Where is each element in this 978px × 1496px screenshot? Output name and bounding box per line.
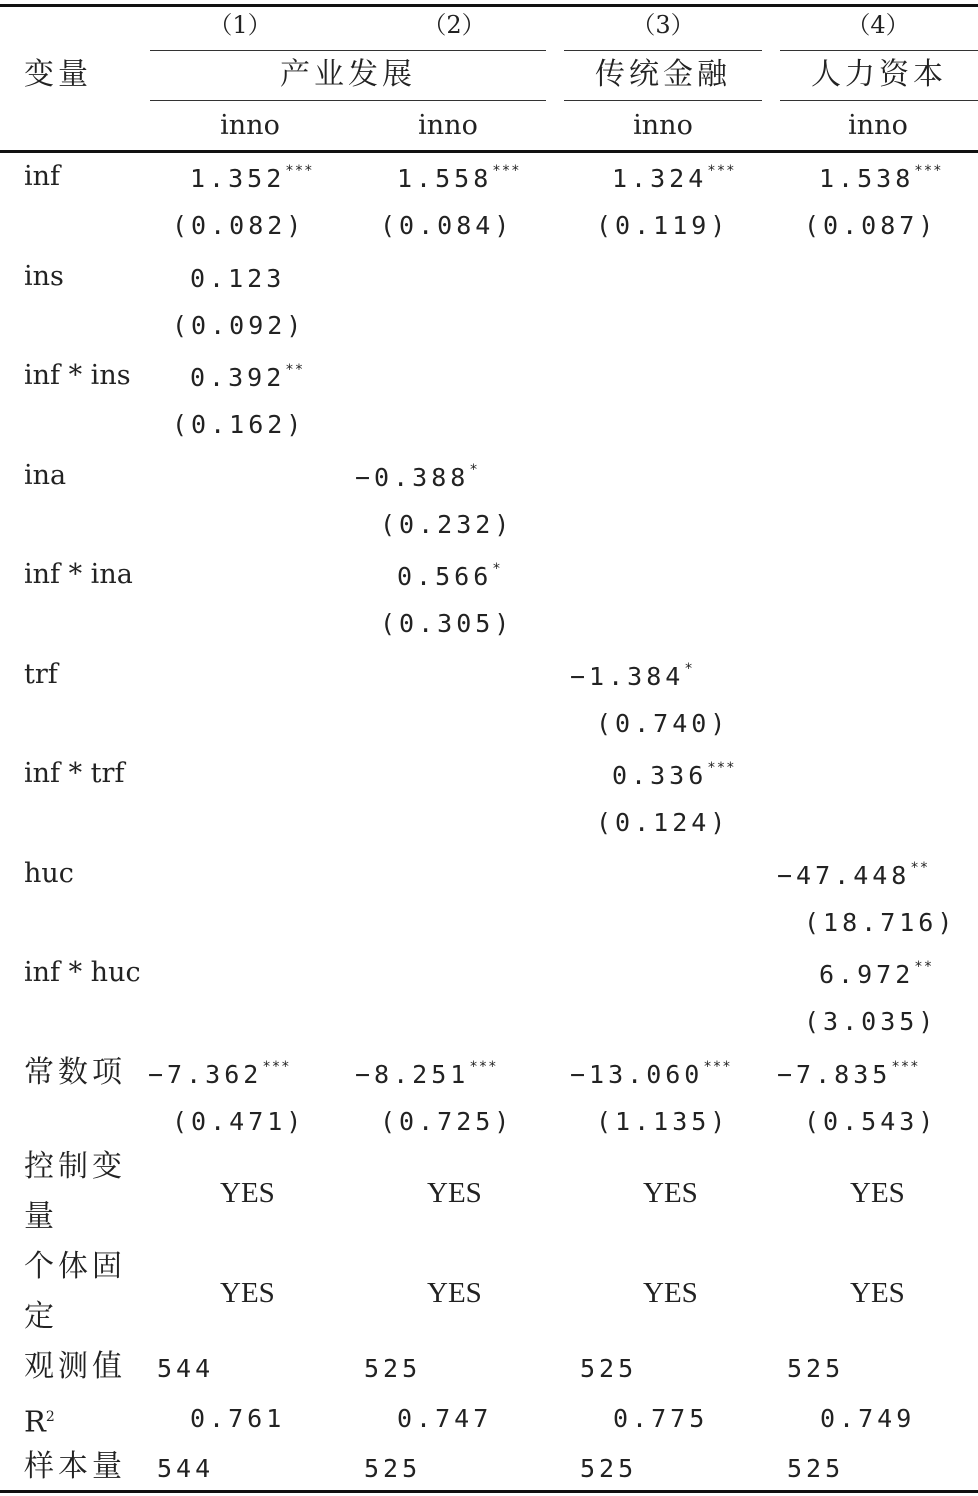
std-error: (0.725) bbox=[380, 1107, 514, 1136]
std-error: (0.305) bbox=[380, 609, 514, 638]
coef-value: 1.558 bbox=[397, 164, 493, 193]
controls-yes-4: YES bbox=[850, 1177, 905, 1209]
col-num-2: （2） bbox=[422, 11, 486, 39]
std-error: (1.135) bbox=[596, 1107, 730, 1136]
coef-cell bbox=[612, 759, 736, 793]
std-error: (3.035) bbox=[804, 1007, 938, 1036]
std-error: (0.740) bbox=[596, 709, 730, 738]
significance-stars: *** bbox=[891, 1059, 920, 1075]
coef-cell bbox=[819, 958, 933, 992]
coef-cell bbox=[190, 162, 314, 196]
coef-value: 0.566 bbox=[397, 562, 493, 591]
dep-var-2: inno bbox=[418, 110, 478, 141]
coef-value: −47.448 bbox=[777, 861, 911, 890]
significance-stars: * bbox=[469, 462, 479, 478]
significance-stars: *** bbox=[707, 163, 736, 179]
top-rule bbox=[0, 4, 978, 7]
coef-value: 0.123 bbox=[190, 264, 286, 293]
std-error: (0.082) bbox=[172, 211, 306, 240]
significance-stars: *** bbox=[285, 163, 314, 179]
observations-label: 观测值 bbox=[24, 1349, 126, 1384]
coef-value: −0.388 bbox=[355, 463, 470, 492]
std-error: (0.119) bbox=[596, 211, 730, 240]
coef-cell bbox=[190, 361, 304, 395]
group-rule-3 bbox=[780, 50, 978, 51]
observations-3: 525 bbox=[580, 1354, 638, 1383]
std-error: (0.087) bbox=[804, 211, 938, 240]
group-rule-1b bbox=[150, 100, 546, 101]
group-rule-1 bbox=[150, 50, 546, 51]
coef-cell bbox=[570, 660, 694, 694]
sample-label: 样本量 bbox=[24, 1449, 126, 1484]
coef-cell bbox=[612, 162, 736, 196]
sample-2: 525 bbox=[364, 1454, 422, 1483]
significance-stars: ** bbox=[285, 362, 305, 378]
fixed-label-1: 个体固 bbox=[24, 1249, 126, 1284]
significance-stars: *** bbox=[707, 760, 736, 776]
coef-value: −7.362 bbox=[148, 1060, 263, 1089]
coef-cell bbox=[355, 461, 479, 495]
row-label: 常数项 bbox=[24, 1055, 126, 1090]
sample-3: 525 bbox=[580, 1454, 638, 1483]
coef-value: 1.352 bbox=[190, 164, 286, 193]
row-label: inf * ins bbox=[24, 360, 131, 391]
fixed-yes-4: YES bbox=[850, 1277, 905, 1309]
std-error: (0.084) bbox=[380, 211, 514, 240]
coef-cell bbox=[777, 1058, 920, 1092]
controls-yes-2: YES bbox=[427, 1177, 482, 1209]
std-error: (0.471) bbox=[172, 1107, 306, 1136]
fixed-yes-2: YES bbox=[427, 1277, 482, 1309]
r2-1: 0.761 bbox=[190, 1404, 286, 1433]
row-label: inf * huc bbox=[24, 957, 141, 988]
significance-stars: *** bbox=[262, 1059, 291, 1075]
row-label: huc bbox=[24, 858, 74, 889]
std-error: (0.162) bbox=[172, 410, 306, 439]
coef-value: −8.251 bbox=[355, 1060, 470, 1089]
observations-4: 525 bbox=[787, 1354, 845, 1383]
variable-header: 变量 bbox=[24, 57, 92, 92]
controls-label-1: 控制变 bbox=[24, 1149, 126, 1184]
r2-4: 0.749 bbox=[820, 1404, 916, 1433]
controls-yes-1: YES bbox=[220, 1177, 275, 1209]
significance-stars: *** bbox=[469, 1059, 498, 1075]
r2-3: 0.775 bbox=[613, 1404, 709, 1433]
r2-2: 0.747 bbox=[397, 1404, 493, 1433]
row-label: inf bbox=[24, 161, 61, 192]
coef-value: 1.538 bbox=[819, 164, 915, 193]
significance-stars: ** bbox=[914, 959, 934, 975]
coef-cell bbox=[397, 560, 502, 594]
significance-stars: * bbox=[684, 661, 694, 677]
std-error: (18.716) bbox=[804, 908, 957, 937]
coef-cell bbox=[570, 1058, 732, 1092]
significance-stars: *** bbox=[703, 1059, 732, 1075]
r2-label-sup: 2 bbox=[45, 1409, 55, 1425]
coef-value: −13.060 bbox=[570, 1060, 704, 1089]
dep-var-1: inno bbox=[220, 110, 280, 141]
dep-var-4: inno bbox=[848, 110, 908, 141]
significance-stars: *** bbox=[914, 163, 943, 179]
coef-value: 1.324 bbox=[612, 164, 708, 193]
controls-yes-3: YES bbox=[643, 1177, 698, 1209]
fixed-label-2: 定 bbox=[24, 1299, 58, 1334]
std-error: (0.092) bbox=[172, 311, 306, 340]
coef-cell bbox=[190, 262, 285, 296]
group-rule-2b bbox=[564, 100, 762, 101]
coef-value: −7.835 bbox=[777, 1060, 892, 1089]
bottom-rule bbox=[0, 1490, 978, 1493]
observations-1: 544 bbox=[157, 1354, 215, 1383]
fixed-yes-1: YES bbox=[220, 1277, 275, 1309]
coef-value: 0.336 bbox=[612, 761, 708, 790]
significance-stars: ** bbox=[910, 860, 930, 876]
group-industry: 产业发展 bbox=[280, 57, 416, 92]
controls-label-2: 量 bbox=[24, 1199, 58, 1234]
coef-cell bbox=[148, 1058, 291, 1092]
r2-label bbox=[24, 1400, 55, 1439]
sample-1: 544 bbox=[157, 1454, 215, 1483]
fixed-yes-3: YES bbox=[643, 1277, 698, 1309]
coef-value: 0.392 bbox=[190, 363, 286, 392]
std-error: (0.232) bbox=[380, 510, 514, 539]
coef-value: 6.972 bbox=[819, 960, 915, 989]
group-rule-3b bbox=[780, 100, 978, 101]
coef-cell bbox=[777, 859, 929, 893]
coef-cell bbox=[819, 162, 943, 196]
group-rule-2 bbox=[564, 50, 762, 51]
coef-cell bbox=[397, 162, 521, 196]
row-label: inf * ina bbox=[24, 559, 133, 590]
header-rule bbox=[0, 150, 978, 153]
col-num-4: （4） bbox=[846, 11, 910, 39]
row-label: inf * trf bbox=[24, 758, 125, 789]
col-num-3: （3） bbox=[631, 11, 695, 39]
significance-stars: *** bbox=[492, 163, 521, 179]
std-error: (0.543) bbox=[804, 1107, 938, 1136]
row-label: trf bbox=[24, 659, 58, 690]
coef-value: −1.384 bbox=[570, 662, 685, 691]
sample-4: 525 bbox=[787, 1454, 845, 1483]
coef-cell bbox=[355, 1058, 498, 1092]
observations-2: 525 bbox=[364, 1354, 422, 1383]
significance-stars: * bbox=[492, 561, 502, 577]
r2-label-base: R bbox=[24, 1404, 46, 1439]
row-label: ins bbox=[24, 261, 64, 292]
row-label: ina bbox=[24, 460, 67, 491]
group-human-capital: 人力资本 bbox=[811, 57, 947, 92]
col-num-1: （1） bbox=[208, 11, 272, 39]
group-finance: 传统金融 bbox=[595, 57, 731, 92]
std-error: (0.124) bbox=[596, 808, 730, 837]
dep-var-3: inno bbox=[633, 110, 693, 141]
